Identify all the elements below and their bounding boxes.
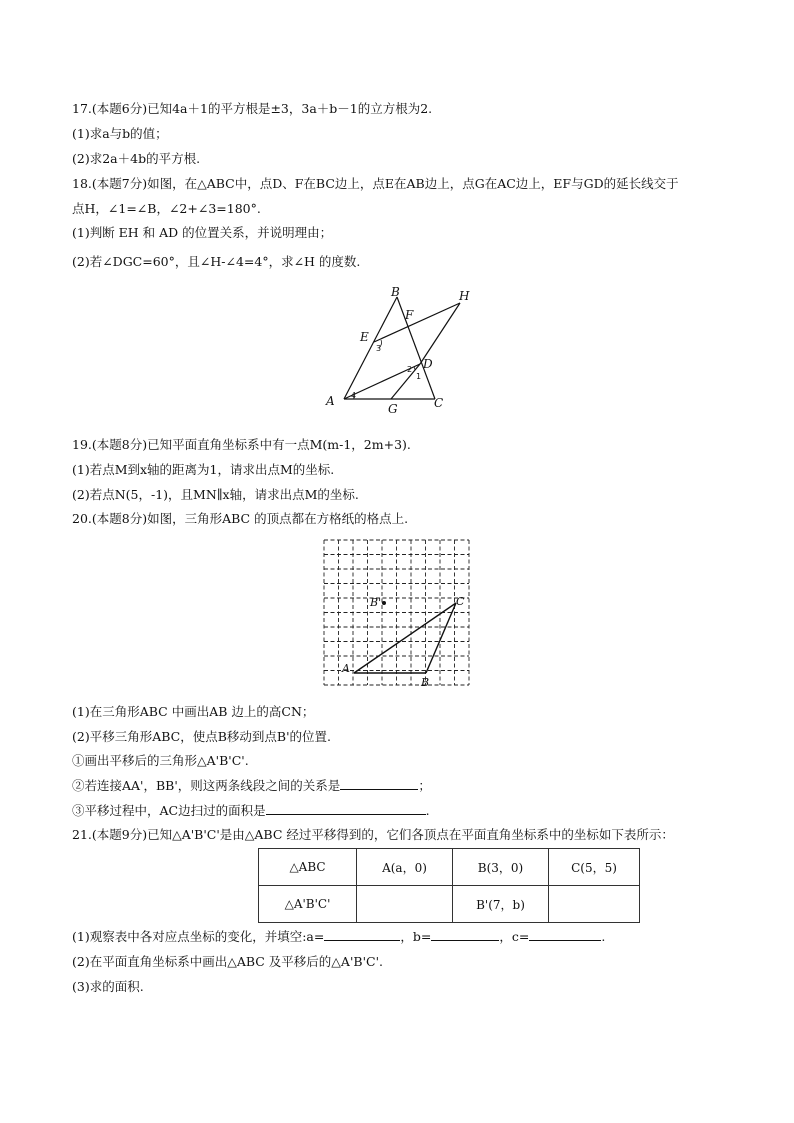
q21-part1 <box>72 928 605 946</box>
q20-part2: (2)平移三角形ABC，使点B移动到点B'的位置. <box>72 729 331 744</box>
label-a: A <box>342 662 350 675</box>
q21-part3: (3)求的面积. <box>72 979 144 994</box>
q20-sub2 <box>72 777 431 795</box>
angle3-label: 3 <box>376 344 382 353</box>
table-cell: B'(7，b) <box>453 886 549 923</box>
q18-triangle-figure <box>318 285 478 415</box>
q21-stem: 21.(本题9分)已知△A'B'C'是由△ABC 经过平移得到的，它们各顶点在平面直角坐标系中的坐标如下表所示： <box>72 827 674 842</box>
q17-stem: 17.(本题6分)已知4a＋1的平方根是±3，3a＋b－1的立方根为2. <box>72 101 433 116</box>
table-cell: A(a，0) <box>357 849 453 886</box>
label-g: G <box>388 402 398 415</box>
answer-blank-b[interactable] <box>431 928 499 941</box>
q19-part1: (1)若点M到x轴的距离为1，请求出点M的坐标. <box>72 462 335 477</box>
table-cell: C(5，5) <box>549 849 640 886</box>
q21-coordinate-table <box>258 848 640 923</box>
q20-stem: 20.(本题8分)如图，三角形ABC 的顶点都在方格纸的格点上. <box>72 511 409 526</box>
q21-part1-b: ，b= <box>400 929 432 944</box>
q18-part1: (1)判断 EH 和 AD 的位置关系，并说明理由； <box>72 225 333 240</box>
angle4-label: 4 <box>351 391 357 400</box>
q20-part1: (1)在三角形ABC 中画出AB 边上的高CN； <box>72 704 315 719</box>
table-cell: B(3，0) <box>453 849 549 886</box>
q21-part2: (2)在平面直角坐标系中画出△ABC 及平移后的△A'B'C'. <box>72 954 383 969</box>
angle2-label: 2 <box>407 365 413 374</box>
q19-stem: 19.(本题8分)已知平面直角坐标系中有一点M(m-1，2m+3). <box>72 437 411 452</box>
q21-part1-end: . <box>601 929 606 944</box>
q17-part2: (2)求2a＋4b的平方根. <box>72 151 201 166</box>
q18-part2: (2)若∠DGC=60°，且∠H-∠4=4°，求∠H 的度数. <box>72 254 361 269</box>
label-a: A <box>326 394 335 408</box>
table-row <box>259 886 640 923</box>
segment-dg <box>391 364 420 399</box>
q20-sub3-text: ③平移过程中，AC边扫过的面积是 <box>72 803 266 818</box>
answer-blank-area[interactable] <box>266 802 426 815</box>
q19-part2: (2)若点N(5，-1)，且MN∥x轴，请求出点M的坐标. <box>72 487 359 502</box>
label-b: B <box>421 676 430 689</box>
table-cell: △A'B'C' <box>259 886 357 923</box>
q20-sub2-end: ； <box>418 778 431 793</box>
q20-grid-figure <box>318 535 474 693</box>
q20-sub3 <box>72 802 430 820</box>
q20-sub1: ①画出平移后的三角形△A'B'C'. <box>72 753 249 768</box>
table-cell: △ABC <box>259 849 357 886</box>
label-c: C <box>434 396 444 410</box>
angle2-arc <box>414 367 415 370</box>
table-row <box>259 849 640 886</box>
q18-stem-line1: 18.(本题7分)如图，在△ABC中，点D、F在BC边上，点E在AB边上，点G在AC边上，EF与GD的延长线交于 <box>72 176 679 191</box>
label-f: F <box>405 308 414 322</box>
table-cell[interactable] <box>549 886 640 923</box>
table-cell[interactable] <box>357 886 453 923</box>
q20-sub2-text: ②若连接AA'，BB'，则这两条线段之间的关系是 <box>72 778 341 793</box>
q21-part1-c: ，c= <box>499 929 530 944</box>
segment-ab <box>344 297 397 399</box>
q17-part1: (1)求a与b的值； <box>72 126 168 141</box>
label-c: C <box>456 595 465 608</box>
q21-part1-text: (1)观察表中各对应点坐标的变化，并填空:a= <box>72 929 325 944</box>
answer-blank-relationship[interactable] <box>340 777 418 790</box>
answer-blank-a[interactable] <box>324 928 400 941</box>
label-h: H <box>459 289 470 303</box>
label-d: D <box>423 357 433 371</box>
label-b: B <box>391 285 400 299</box>
q20-sub3-end: . <box>425 803 430 818</box>
point-b-prime <box>382 601 386 605</box>
label-b-prime: B' <box>370 596 382 609</box>
label-e: E <box>360 330 369 344</box>
q18-stem-line2: 点H，∠1=∠B，∠2+∠3=180°. <box>72 201 261 216</box>
answer-blank-c[interactable] <box>529 928 601 941</box>
segment-bc <box>397 297 435 399</box>
angle1-label: 1 <box>416 372 422 381</box>
